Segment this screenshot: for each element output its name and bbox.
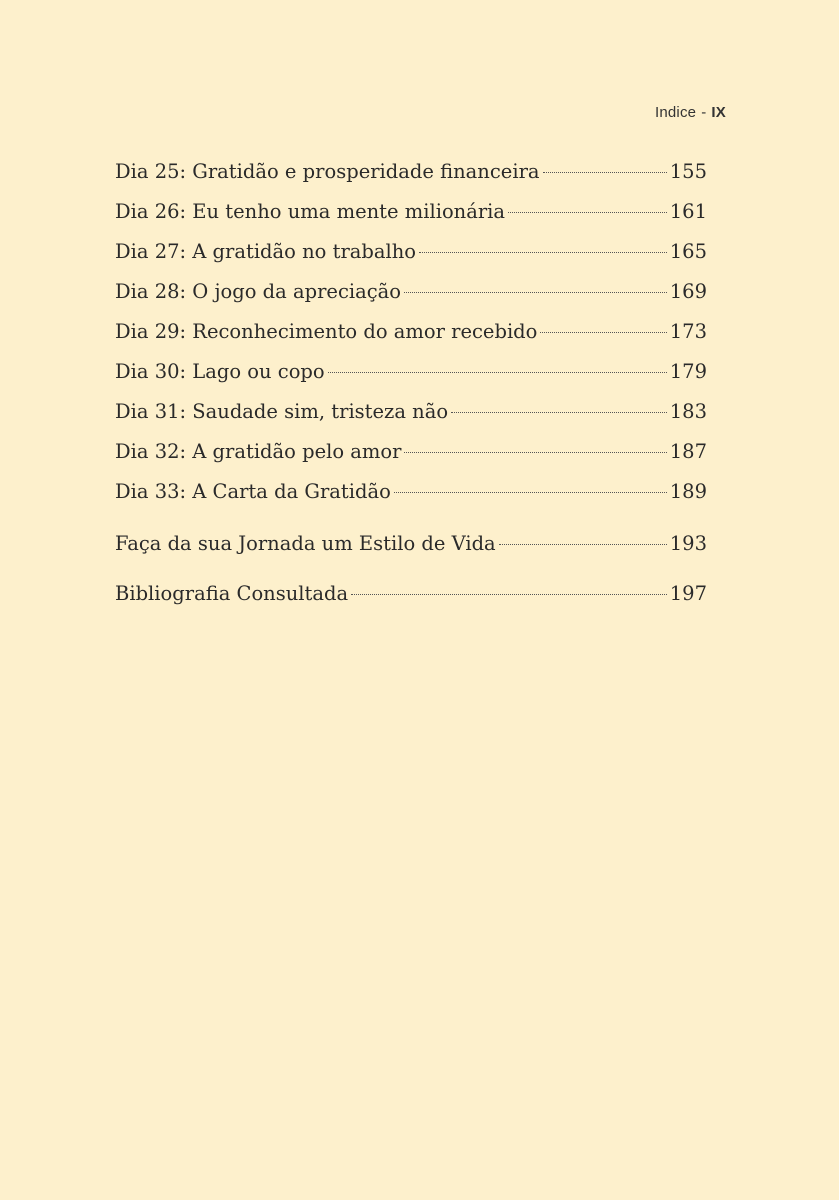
toc-entry-title: Dia 32: A gratidão pelo amor: [115, 440, 402, 463]
toc-entry-title: Dia 25: Gratidão e prosperidade financeira: [115, 160, 540, 183]
toc-entry[interactable]: [115, 524, 707, 564]
toc-entry-page: 161: [669, 200, 707, 223]
toc-leader-dots: [451, 412, 667, 413]
toc-entry-page: 179: [669, 360, 707, 383]
toc-entry-page: 183: [669, 400, 707, 423]
toc-entry[interactable]: [115, 472, 707, 512]
table-of-contents: [115, 152, 707, 614]
toc-entry-title: Dia 31: Saudade sim, tristeza não: [115, 400, 449, 423]
header-page-number: IX: [711, 104, 726, 121]
toc-leader-dots: [404, 292, 667, 293]
toc-entry-page: 197: [669, 582, 707, 605]
toc-entry-title: Dia 29: Reconhecimento do amor recebido: [115, 320, 538, 343]
toc-entry-title: Dia 30: Lago ou copo: [115, 360, 325, 383]
toc-entry[interactable]: [115, 392, 707, 432]
toc-entry-page: 169: [669, 280, 707, 303]
toc-entry-page: 173: [669, 320, 707, 343]
toc-entry-title: Dia 33: A Carta da Gratidão: [115, 480, 391, 503]
toc-entry-title: Dia 27: A gratidão no trabalho: [115, 240, 417, 263]
toc-entry-title: Bibliografia Consultada: [115, 582, 349, 605]
toc-leader-dots: [404, 452, 666, 453]
toc-entry[interactable]: [115, 272, 707, 312]
toc-leader-dots: [543, 172, 667, 173]
toc-leader-dots: [419, 252, 667, 253]
toc-entry-page: 193: [669, 532, 707, 555]
toc-entry-page: 165: [669, 240, 707, 263]
toc-entry[interactable]: [115, 574, 707, 614]
toc-entry-page: 189: [669, 480, 707, 503]
toc-entry[interactable]: [115, 352, 707, 392]
toc-leader-dots: [351, 594, 667, 595]
toc-entry[interactable]: [115, 152, 707, 192]
toc-leader-dots: [394, 492, 667, 493]
toc-entry-title: Dia 26: Eu tenho uma mente milionária: [115, 200, 506, 223]
running-header: [655, 104, 726, 121]
header-section: Indice: [654, 104, 697, 121]
toc-entry[interactable]: [115, 432, 707, 472]
toc-entry-title: Faça da sua Jornada um Estilo de Vida: [115, 532, 496, 555]
toc-leader-dots: [508, 212, 667, 213]
toc-entry[interactable]: [115, 312, 707, 352]
header-separator: -: [701, 104, 707, 121]
toc-entry-page: 155: [669, 160, 707, 183]
toc-entry-page: 187: [669, 440, 707, 463]
toc-leader-dots: [499, 544, 667, 545]
toc-entry[interactable]: [115, 232, 707, 272]
toc-entry-title: Dia 28: O jogo da apreciação: [115, 280, 402, 303]
toc-leader-dots: [540, 332, 666, 333]
toc-leader-dots: [328, 372, 667, 373]
toc-entry[interactable]: [115, 192, 707, 232]
